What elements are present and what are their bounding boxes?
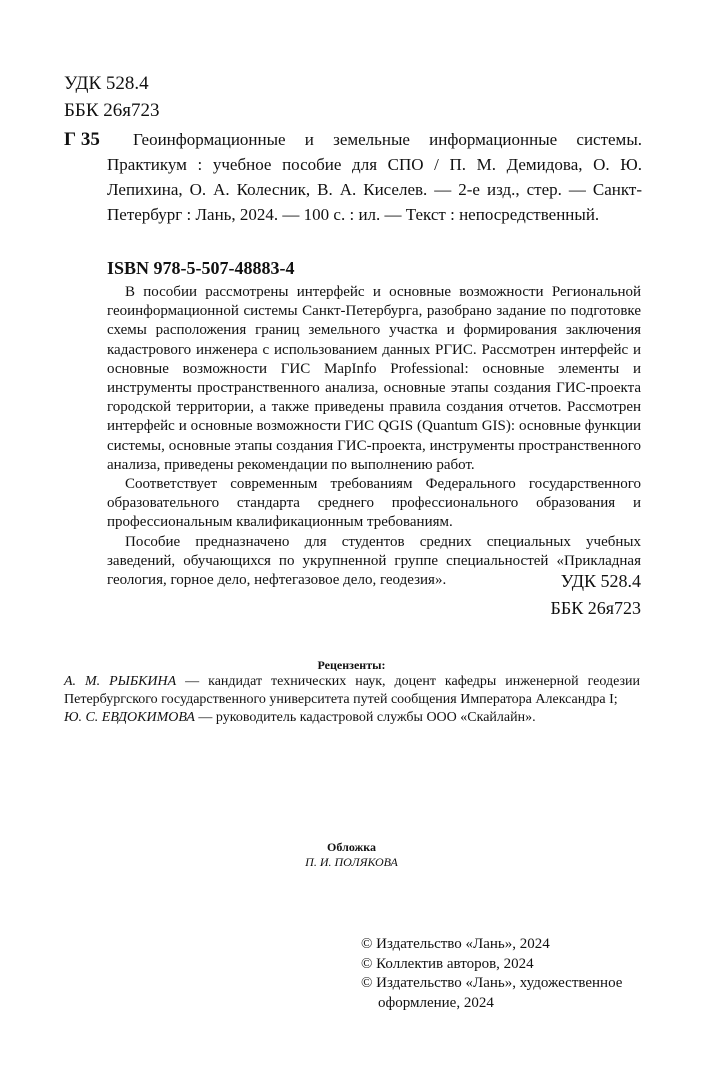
reviewer-name: Ю. С. ЕВДОКИМОВА (64, 710, 195, 725)
copyright-notices (361, 935, 651, 1013)
classification-codes-bottom (551, 568, 641, 622)
reviewers-heading: Рецензенты: (317, 658, 386, 672)
reviewers-list (64, 673, 640, 727)
copyright-line: © Издательство «Лань», художественное (361, 975, 623, 991)
isbn: ISBN 978-5-507-48883-4 (107, 258, 295, 278)
udk-code: УДК 528.4 (560, 571, 641, 591)
author-sign: Г 35 (64, 129, 100, 150)
udk-code: УДК 528.4 (64, 73, 149, 94)
annotation (107, 283, 641, 590)
bbk-code: ББК 26я723 (64, 100, 160, 121)
cover-designer: П. И. ПОЛЯКОВА (305, 855, 398, 869)
copyright-line: © Коллектив авторов, 2024 (361, 955, 534, 972)
reviewer-entry (64, 673, 640, 709)
reviewer-name: А. М. РЫБКИНА (64, 674, 177, 689)
reviewer-credentials: — руководитель кадастровой службы ООО «Скайлайн». (194, 710, 536, 725)
bbk-code: ББК 26я723 (550, 598, 641, 618)
classification-codes-top (64, 70, 159, 124)
copyright-line: © Издательство «Лань», 2024 (361, 936, 550, 952)
bibliographic-description: Геоинформационные и земельные информационные системы. Практикум : учебное пособие для СПО / П. М. Демидова, О. Ю. Лепихина, О. А. Колесник, В. А. Киселев. — 2-е изд., стер. — Санкт-Петербург : Лань, 2024. — 100 с. : ил. — Текст : непосредственный. (107, 130, 642, 224)
reviewer-entry (64, 709, 640, 727)
cover-heading: Обложка (327, 840, 376, 854)
annotation-paragraph: Пособие предназначено для студентов средних специальных учебных заведений, обучающихся по укрупненной группе специальностей «Прикладная геология, горное дело, нефтегазовое дело, геодезия». (107, 533, 641, 589)
annotation-paragraph: В пособии рассмотрены интерфейс и основные возможности Региональной геоинформационной системы Санкт-Петербурга, разобрано задание по подготовке схемы расположения границ земельного участка и формирования заключения кадастрового инженера с использованием данных РГИС. Рассмотрен интерфейс и основные возможности ГИС MapInfo Professional: основные элементы и инструменты пространственного анализа, основные этапы создания ГИС-проекта городской территории, а также приведены правила создания отчетов. Рассмотрен интерфейс и основные возможности ГИС QGIS (Quantum GIS): основные функции системы, основные этапы создания ГИС-проекта, инструменты пространственного анализа, приведены рекомендации по выполнению работ. (107, 284, 641, 473)
copyright-line-continued: оформление, 2024 (378, 994, 494, 1011)
bibliographic-entry (64, 127, 642, 227)
reviewer-credentials: — кандидат технических наук, доцент кафедры инженерной геодезии Петербургского государственного университета путей сообщения Императора Александра I; (64, 674, 640, 707)
annotation-paragraph: Соответствует современным требованиям Федерального государственного образовательного стандарта среднего профессионального образования и профессиональным квалификационным требованиям. (107, 476, 641, 531)
